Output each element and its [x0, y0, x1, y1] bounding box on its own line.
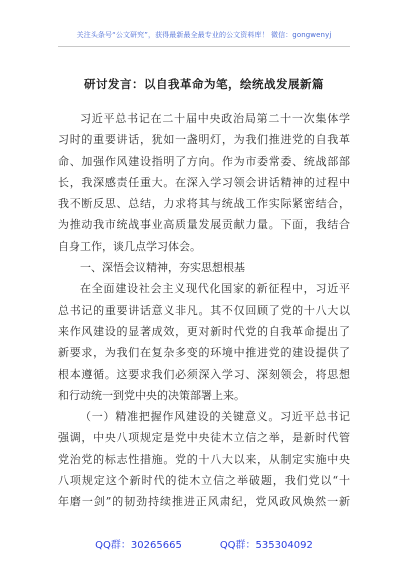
- body-line: 习时的重要讲话，犹如一盏明灯，为我们推进党的自我革: [58, 133, 350, 147]
- document-title: 研讨发言：以自我革命为笔，绘统战发展新篇: [84, 77, 324, 91]
- body-line: 自身工作，谈几点学习体会。: [58, 239, 201, 253]
- qq-group-1: QQ群：30265665: [95, 540, 182, 551]
- body-line: 命、加强作风建设指明了方向。作为市委常委、统战部部: [58, 154, 350, 168]
- body-line: 强调，中央八项规定是党中央徒木立信之举，是新时代管: [58, 431, 350, 445]
- body-line: 年磨一剑”的韧劲持续推进正风肃纪，党风政风焕然一新: [58, 495, 350, 509]
- body-line: 来作风建设的显著成效，更对新时代党的自我革命提出了: [58, 324, 350, 338]
- header-divider: [58, 46, 350, 47]
- body-line: 根本遵循。这要求我们必须深入学习、深刻领会，将思想: [58, 367, 350, 381]
- body-line: 长，我深感责任重大。在深入学习领会讲话精神的过程中: [58, 175, 350, 189]
- qq-group-2: QQ群：535304092: [219, 540, 313, 551]
- body-line: 我不断反思、总结，力求将其与统战工作实际紧密结合，: [58, 197, 350, 211]
- section-heading: 一、深悟会议精神，夯实思想根基: [80, 261, 245, 275]
- body-line: 总书记的重要讲话意义非凡。其不仅回顾了党的十八大以: [58, 303, 350, 317]
- body-line: 和行动统一到党中央的决策部署上来。: [58, 388, 245, 402]
- document-body: [58, 108, 350, 513]
- subsection-line: （一）精准把握作风建设的关键意义。习近平总书记: [80, 410, 350, 424]
- footer-contact: [0, 536, 408, 551]
- body-line: 八项规定这个新时代的徙木立信之举破题，我们党以“十: [58, 474, 350, 488]
- body-line: 为推动我市统战事业高质量发展贡献力量。下面，我结合: [58, 218, 350, 232]
- body-line: 党治党的标志性措施。党的十八大以来，从制定实施中央: [58, 452, 350, 466]
- body-line: 新要求，为我们在复杂多变的环境中推进党的建设提供了: [58, 346, 350, 360]
- body-line: 在全面建设社会主义现代化国家的新征程中，习近平: [80, 282, 350, 296]
- body-line: 习近平总书记在二十届中央政治局第二十一次集体学: [80, 112, 350, 125]
- header-note: 关注头条号“公文研究”，获得最新最全最专业的公文资料库！ 微信：gongwenyj: [76, 31, 332, 39]
